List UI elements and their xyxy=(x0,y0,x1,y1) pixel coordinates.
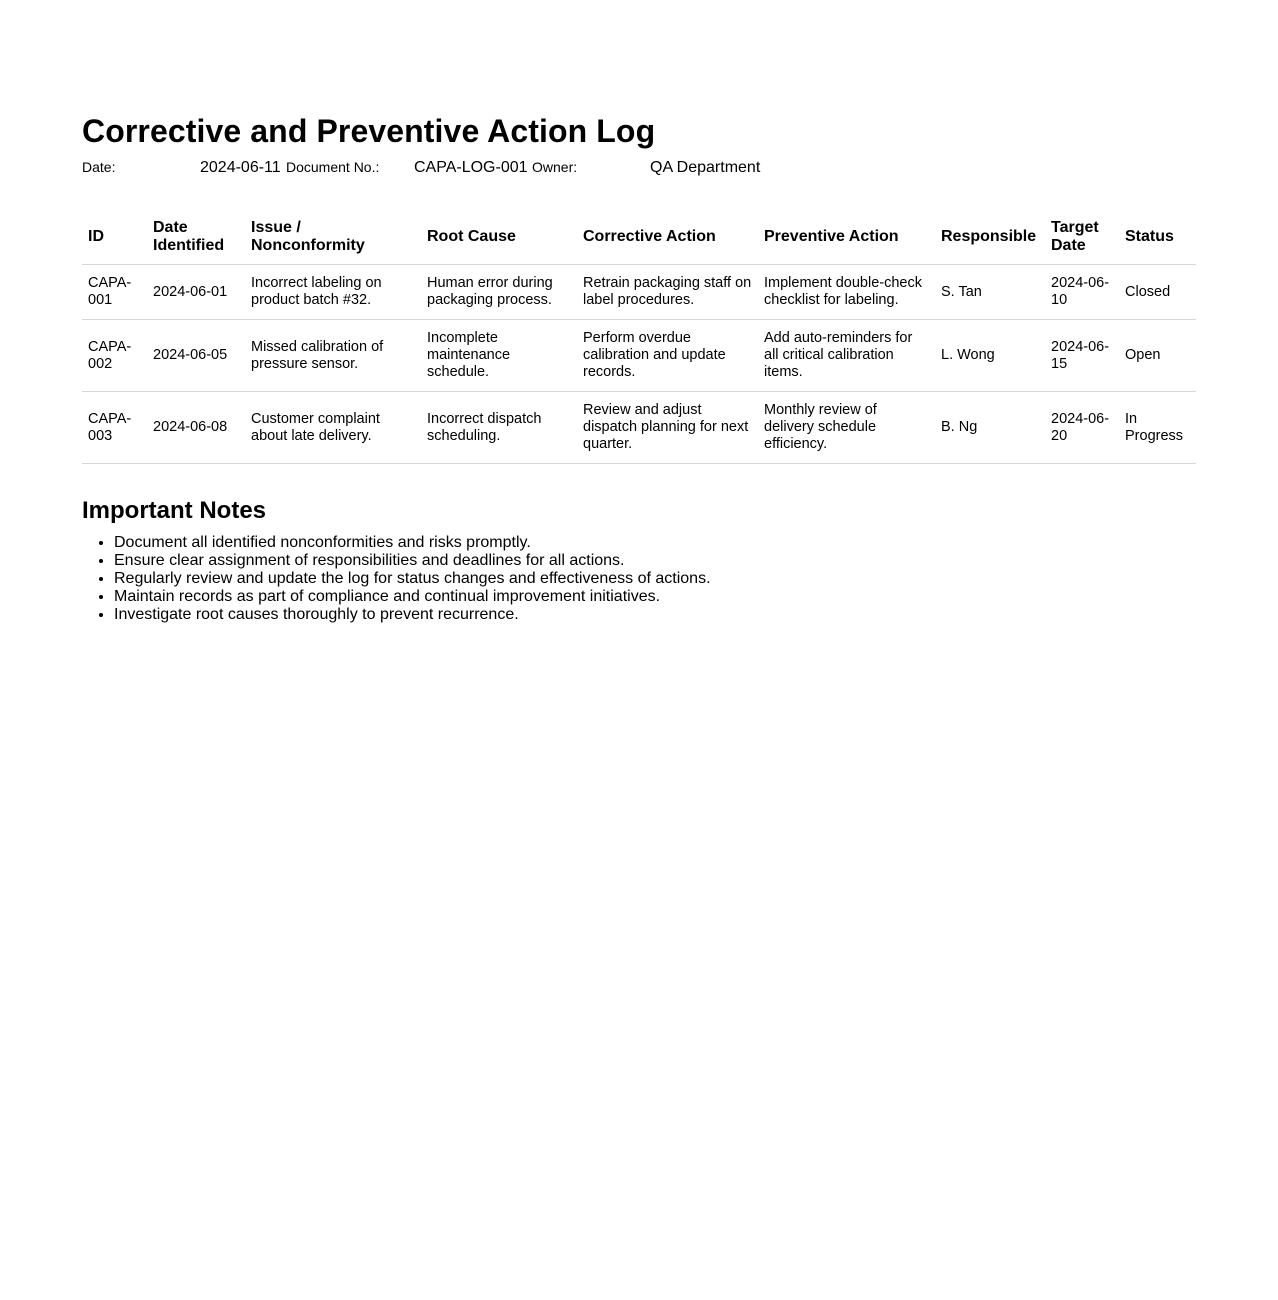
cell-status: Closed xyxy=(1119,265,1196,320)
cell-issue: Customer complaint about late delivery. xyxy=(245,392,421,464)
cell-responsible: S. Tan xyxy=(935,265,1045,320)
table-row xyxy=(82,265,1196,320)
notes-heading: Important Notes xyxy=(82,497,267,524)
owner-label: Owner: xyxy=(532,159,578,175)
capa-log-table xyxy=(82,210,1196,464)
table-header-row xyxy=(82,210,1196,265)
cell-id: CAPA-002 xyxy=(82,320,147,392)
cell-date-identified: 2024-06-05 xyxy=(147,320,245,392)
column-header-preventive-action: Preventive Action xyxy=(758,210,935,265)
cell-responsible: L. Wong xyxy=(935,320,1045,392)
page-title: Corrective and Preventive Action Log xyxy=(82,113,656,149)
document-number-value: CAPA-LOG-001 xyxy=(414,159,528,176)
column-header-date-identified: Date Identified xyxy=(147,210,245,265)
cell-root-cause: Incorrect dispatch scheduling. xyxy=(421,392,577,464)
list-item: • Investigate root causes thoroughly to prevent recurrence. xyxy=(114,606,1196,624)
date-label: Date: xyxy=(82,159,116,175)
cell-issue: Missed calibration of pressure sensor. xyxy=(245,320,421,392)
cell-status: In Progress xyxy=(1119,392,1196,464)
cell-target-date: 2024-06-20 xyxy=(1045,392,1119,464)
column-header-issue: Issue / Nonconformity xyxy=(245,210,421,265)
cell-corrective-action: Perform overdue calibration and update records. xyxy=(577,320,758,392)
cell-root-cause: Incomplete maintenance schedule. xyxy=(421,320,577,392)
table-row xyxy=(82,320,1196,392)
notes-list xyxy=(82,534,1196,624)
table-row xyxy=(82,392,1196,464)
cell-target-date: 2024-06-15 xyxy=(1045,320,1119,392)
document-page xyxy=(82,108,1196,624)
column-header-status: Status xyxy=(1119,210,1196,265)
cell-id: CAPA-003 xyxy=(82,392,147,464)
cell-preventive-action: Monthly review of delivery schedule efficiency. xyxy=(758,392,935,464)
column-header-corrective-action: Corrective Action xyxy=(577,210,758,265)
cell-status: Open xyxy=(1119,320,1196,392)
column-header-target-date: Target Date xyxy=(1045,210,1119,265)
document-number-label: Document No.: xyxy=(286,159,380,175)
list-item: • Document all identified nonconformities and risks promptly. xyxy=(114,534,1196,552)
cell-preventive-action: Add auto-reminders for all critical calibration items. xyxy=(758,320,935,392)
date-value: 2024-06-11 xyxy=(200,159,281,176)
column-header-id: ID xyxy=(82,210,147,265)
cell-id: CAPA-001 xyxy=(82,265,147,320)
cell-responsible: B. Ng xyxy=(935,392,1045,464)
cell-target-date: 2024-06-10 xyxy=(1045,265,1119,320)
cell-date-identified: 2024-06-08 xyxy=(147,392,245,464)
list-item: • Maintain records as part of compliance and continual improvement initiatives. xyxy=(114,588,1196,606)
column-header-root-cause: Root Cause xyxy=(421,210,577,265)
cell-root-cause: Human error during packaging process. xyxy=(421,265,577,320)
cell-issue: Incorrect labeling on product batch #32. xyxy=(245,265,421,320)
owner-value: QA Department xyxy=(650,159,761,176)
cell-date-identified: 2024-06-01 xyxy=(147,265,245,320)
list-item: • Regularly review and update the log for status changes and effectiveness of actions. xyxy=(114,570,1196,588)
column-header-responsible: Responsible xyxy=(935,210,1045,265)
cell-corrective-action: Retrain packaging staff on label procedures. xyxy=(577,265,758,320)
document-meta xyxy=(82,159,1196,181)
list-item: • Ensure clear assignment of responsibilities and deadlines for all actions. xyxy=(114,552,1196,570)
cell-corrective-action: Review and adjust dispatch planning for next quarter. xyxy=(577,392,758,464)
cell-preventive-action: Implement double-check checklist for labeling. xyxy=(758,265,935,320)
